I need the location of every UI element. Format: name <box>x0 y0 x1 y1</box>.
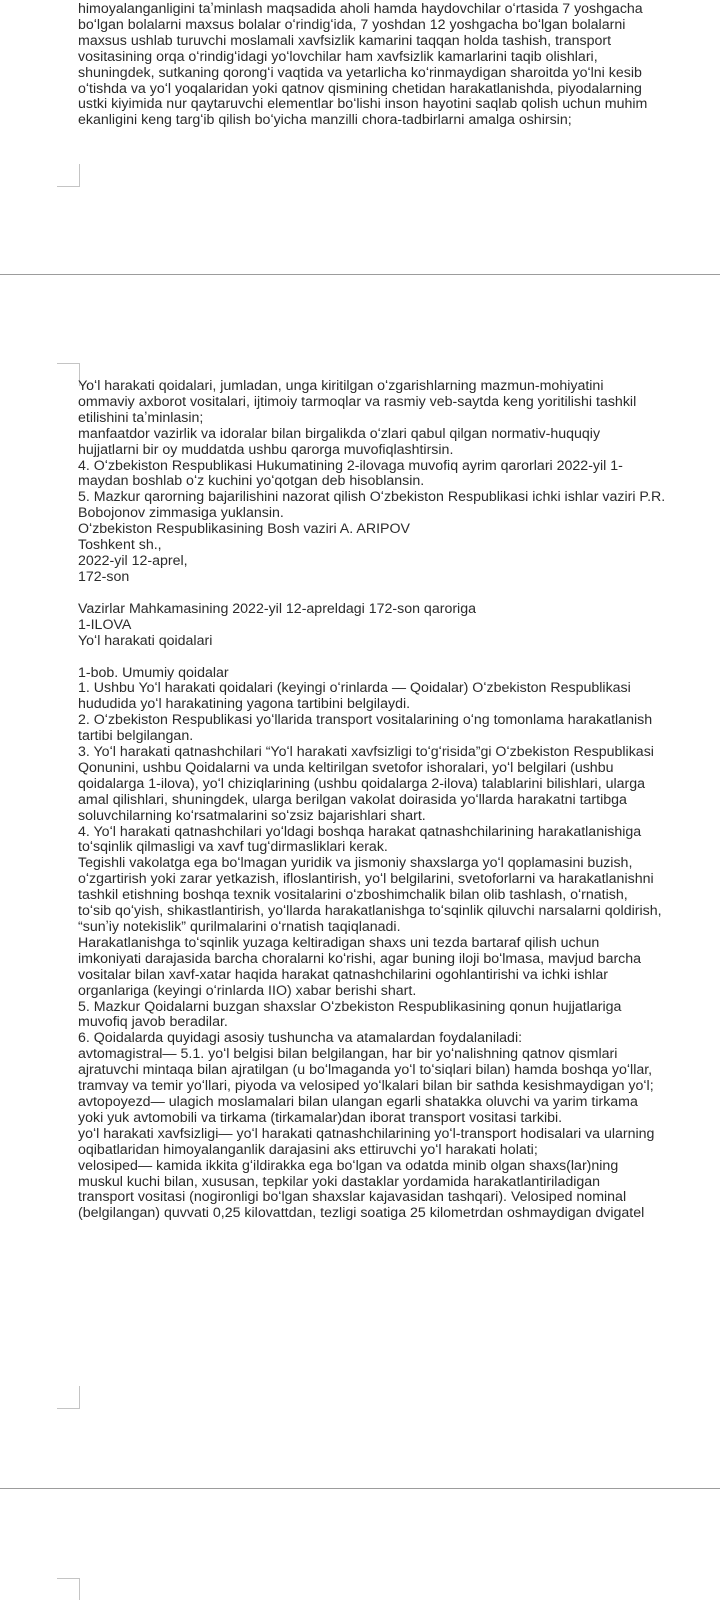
text-line: Bobojonov zimmasiga yuklansin. <box>78 505 284 522</box>
text-line: yoʻl harakati xavfsizligi— yoʻl harakati qatnashchilarining yoʻl-transport hodisalari va ularning <box>78 1125 655 1142</box>
text-line: ekanligini keng targʻib qilish boʻyicha manzilli chora-tadbirlarni amalga oshirsin; <box>78 112 572 129</box>
document-page-3 <box>0 1489 720 1600</box>
text-line: Yoʻl harakati qoidalari, jumladan, unga kiritilgan oʻzgarishlarning mazmun-mohiyatini <box>78 378 604 394</box>
number-line: 172-son <box>78 568 130 585</box>
text-line: qoidalarga 1-ilova), yoʻl chiziqlarining (ushbu qoidalarga 2-ilova) talablarini bilishlari, ularga <box>78 775 646 792</box>
text-line: Harakatlanishga toʻsqinlik yuzaga keltiradigan shaxs uni tezda bartaraf qilish uchun <box>78 934 600 951</box>
date-line: 2022-yil 12-aprel, <box>78 552 188 569</box>
place-line: Toshkent sh., <box>78 537 162 554</box>
text-line: tartibi belgilangan. <box>78 728 194 745</box>
text-line: ustki kiyimida nur qaytaruvchi elementlar boʻlishi inson hayotini saqlab qolish uchun muhim <box>78 96 648 113</box>
text-line: 6. Qoidalarda quyidagi asosiy tushuncha va atamalardan foydalaniladi: <box>78 1030 523 1047</box>
text-line: “sunʼiy notekislik” qurilmalarini oʻrnatish taqiqlanadi. <box>78 919 401 935</box>
text-line: hujjatlarni bir oy muddatda ushbu qarorga muvofiqlashtirsin. <box>78 441 454 458</box>
text-line: transport vositasi (nogironligi boʻlgan shaxslar kajavasidan tashqari). Velosiped nominal <box>78 1189 627 1206</box>
text-line: tashkil etishning boshqa texnik vositalarini oʻzboshimchalik bilan olib tashlash, oʻrnatish, <box>78 887 628 904</box>
text-line: ajratuvchi mintaqa bilan ajratilgan (u boʻlmaganda yoʻl toʻsiqlari bilan) hamda boshqa yoʻllar, <box>78 1062 653 1079</box>
text-line: oqibatlaridan himoyalanganlik darajasini aks ettiruvchi yoʻl harakati holati; <box>78 1141 538 1158</box>
document-page-1 <box>0 0 720 274</box>
text-line: 4. Yoʻl harakati qatnashchilari yoʻldagi boshqa harakat qatnashchilarining harakatlanishiga <box>78 823 642 840</box>
text-line: yoki yuk avtomobili va tirkama (tirkamalar)dan iborat transport vositasi tarkibi. <box>78 1109 563 1126</box>
text-line: himoyalanganligini taʼminlash maqsadida aholi hamda haydovchilar oʻrtasida 7 yoshgacha <box>78 1 643 17</box>
text-line: 4. Oʻzbekiston Respublikasi Hukumatining 2-ilovaga muvofiq ayrim qarorlari 2022-yil 1- <box>78 457 623 474</box>
margin-corner-mark <box>57 1386 80 1409</box>
text-line: ommaviy axborot vositalari, ijtimoiy tarmoqlar va rasmiy veb-saytda keng yoritilishi tashkil <box>78 393 637 410</box>
text-line: 5. Mazkur qarorning bajarilishini nazorat qilish Oʻzbekiston Respublikasi ichki ishlar vaziri P.R. <box>78 489 666 506</box>
text-line: maxsus ushlab turuvchi moslamali xavfsizlik kamarini taqqan holda tashish, transport <box>78 32 612 49</box>
text-line: tramvay va temir yoʻllari, piyoda va velosiped yoʻlkalari bilan bir sathda kesishmaydigan yoʻl; <box>78 1078 654 1095</box>
text-line: muskul kuchi bilan, xususan, tepkilar yoki dastaklar yordamida harakatlantiriladigan <box>78 1173 601 1190</box>
text-line: soluvchilarning koʻrsatmalarini soʻzsiz bajarishlari shart. <box>78 807 426 824</box>
text-line: boʻlgan bolalarni maxsus bolalar oʻrindigʻida, 7 yoshdan 12 yoshgacha boʻlgan bolalarni <box>78 16 626 33</box>
text-line: 3. Yoʻl harakati qatnashchilari “Yoʻl harakati xavfsizligi toʻgʻrisida”gi Oʻzbekiston Respublikasi <box>78 744 654 761</box>
text-line: Qonunini, ushbu Qoidalarni va unda keltirilgan svetofor ishoralari, yoʻl belgilari (ushbu <box>78 759 614 776</box>
text-line: (belgilangan) quvvati 0,25 kilovattdan, tezligi soatiga 25 kilometrdan oshmaydigan dvigatel <box>78 1205 645 1222</box>
margin-corner-mark <box>57 164 80 187</box>
text-line: imkoniyati darajasida barcha choralarni koʻrishi, agar buning iloji boʻlmasa, mavjud barcha <box>78 950 642 967</box>
annex-reference: Vazirlar Mahkamasining 2022-yil 12-apreldagi 172-son qaroriga <box>78 600 476 617</box>
text-line: organlariga (keyingi oʻrinlarda IIO) xabar berishi shart. <box>78 982 417 999</box>
text-line: oʻzgartirish yoki zarar yetkazish, ifloslantirish, yoʻl belgilarini, svetoforlarni va harakatlanishni <box>78 871 654 888</box>
chapter-heading: 1-bob. Umumiy qoidalar <box>78 664 229 681</box>
text-line: manfaatdor vazirlik va idoralar bilan birgalikda oʻzlari qabul qilgan normativ-huquqiy <box>78 425 601 442</box>
signature-line: Oʻzbekiston Respublikasining Bosh vaziri A. ARIPOV <box>78 521 410 538</box>
text-line: hududida yoʻl harakatining yagona tartibini belgilaydi. <box>78 696 411 713</box>
page1-text <box>78 2 720 129</box>
text-line: 5. Mazkur Qoidalarni buzgan shaxslar Oʻzbekiston Respublikasining qonun hujjatlariga <box>78 998 622 1015</box>
margin-corner-mark <box>57 363 80 386</box>
text-line: avtopoyezd— ulagich moslamalari bilan ulangan egarli shatakka oluvchi va yarim tirkama <box>78 1093 638 1110</box>
annex-number: 1-ILOVA <box>78 616 132 633</box>
text-line: vositalar bilan xavf-xatar haqida harakat qatnashchilarini ogohlantirishi va ichki ishlar <box>78 966 608 983</box>
page2-text <box>78 379 720 1222</box>
text-line: shuningdek, sutkaning qorongʻi vaqtida va yetarlicha koʻrinmaydigan sharoitda yoʻlni kesib <box>78 64 642 81</box>
text-line: maydan boshlab oʻz kuchini yoʻqotgan deb hisoblansin. <box>78 473 425 490</box>
text-line: Tegishli vakolatga ega boʻlmagan yuridik va jismoniy shaxslarga yoʻl qoplamasini buzish, <box>78 855 633 872</box>
text-line: toʻsqinlik qilmasligi va xavf tugʻdirmasliklari kerak. <box>78 839 388 856</box>
text-line: etilishini taʼminlasin; <box>78 409 204 426</box>
text-line: avtomagistral— 5.1. yoʻl belgisi bilan belgilangan, har bir yoʻnalishning qatnov qismlari <box>78 1046 618 1063</box>
text-line: oʻtishda va yoʻl yoqalaridan yoki qatnov qismining chetidan harakatlanishda, piyodalarning <box>78 80 642 97</box>
text-line: velosiped— kamida ikkita gʻildirakka ega boʻlgan va odatda minib olgan shaxs(lar)ning <box>78 1157 619 1174</box>
text-line: vositasining orqa oʻrindigʻidagi yoʻlovchilar ham xavfsizlik kamarlarini taqib olishlari, <box>78 48 598 65</box>
text-line: 1. Ushbu Yoʻl harakati qoidalari (keyingi oʻrinlarda — Qoidalar) Oʻzbekiston Respublikasi <box>78 680 631 697</box>
document-page-2 <box>0 275 720 1488</box>
text-line: toʻsib qoʻyish, shikastlantirish, yoʻllarda harakatlanishga toʻsqinlik qiluvchi narsalarni qoldirish, <box>78 903 662 920</box>
annex-title: Yoʻl harakati qoidalari <box>78 632 213 649</box>
text-line: amal qilishlari, shuningdek, ularga berilgan vakolat doirasida yoʻllarda harakatni tartibga <box>78 791 627 808</box>
text-line: muvofiq javob beradilar. <box>78 1014 228 1031</box>
text-line: 2. Oʻzbekiston Respublikasi yoʻllarida transport vositalarining oʻng tomonlama harakatlanish <box>78 712 653 729</box>
margin-corner-mark <box>57 1578 80 1600</box>
